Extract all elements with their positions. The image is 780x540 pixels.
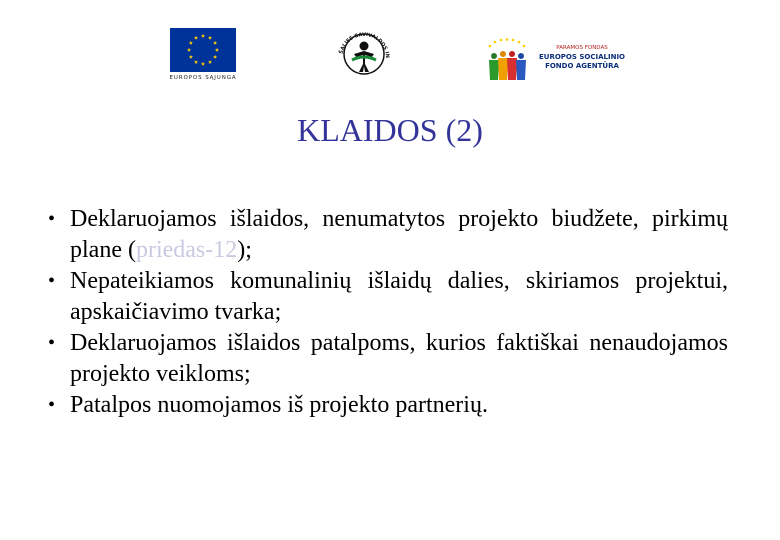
bullet-text: Deklaruojamos išlaidos, nenumatytos projekto biudžete, pirkimų plane ( — [70, 206, 728, 263]
bullet-symbol: • — [48, 270, 56, 292]
fund-logo-line1: PARAMOS FONDAS — [556, 45, 608, 51]
slide-title: KLAIDOS (2) — [297, 112, 483, 148]
eu-flag-icon — [170, 28, 236, 72]
appendix-link[interactable]: priedas-12 — [135, 237, 238, 263]
logo-bar — [0, 0, 780, 100]
eu-logo-caption: EUROPOS SĄJUNGA — [169, 75, 237, 81]
bullet-item — [48, 390, 728, 421]
fund-logo-line3: FONDO AGENTŪRA — [545, 61, 619, 70]
bullet-text-end: ); — [237, 237, 252, 263]
people-figures-icon — [484, 36, 534, 82]
bullet-item — [48, 266, 728, 328]
bullet-list — [48, 204, 728, 421]
bullet-text: Nepateikiamos komunalinių išlaidų dalies, skiriamos projektui, apskaičiavimo tvarka; — [70, 268, 728, 325]
fund-logo-line2: EUROPOS SOCIALINIO — [539, 52, 625, 61]
eu-logo — [168, 28, 238, 88]
institution-seal-icon — [332, 18, 396, 78]
seal-arc-text: ŠALIES SAVIVALDOS IN — [338, 31, 391, 59]
bullet-text: Patalpos nuomojamos iš projekto partnerių. — [70, 392, 488, 418]
bullet-symbol: • — [48, 332, 56, 354]
bullet-item — [48, 204, 728, 266]
bullet-item — [48, 328, 728, 390]
fund-agency-logo — [484, 30, 629, 82]
bullet-text: Deklaruojamos išlaidos patalpoms, kurios faktiškai nenaudojamos projekto veikloms; — [70, 330, 728, 387]
fund-logo-text — [532, 46, 632, 70]
bullet-symbol: • — [48, 208, 56, 230]
bullet-symbol: • — [48, 394, 56, 416]
institution-logo — [332, 18, 396, 78]
